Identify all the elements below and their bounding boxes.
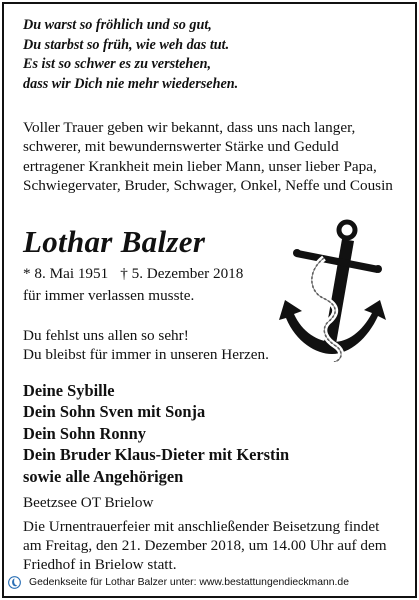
intro-text: Voller Trauer geben wir bekannt, dass uns nach langer, schwerer, mit bewundernswerter Stärke und Geduld ertragener Krankheit mein lieber Mann, unser lieber Papa, Schwiegervater, Bruder, Schwager, Onkel, Neffe und Cousin [23, 119, 393, 195]
memorial-page-icon [8, 576, 21, 589]
place: Beetzsee OT Brielow [23, 494, 154, 511]
family-member: Deine Sybille [23, 381, 115, 400]
ceremony-text: Die Urnentrauerfeier mit anschließender Beisetzung findet am Freitag, den 21. Dezember 2018, um 14.00 Uhr auf dem Friedhof in Brielow statt. [23, 518, 387, 574]
poem [23, 16, 238, 94]
anchor-with-rope-icon [276, 212, 386, 362]
quote-line: Du bleibst für immer in unseren Herzen. [23, 346, 269, 364]
family-member: Dein Sohn Sven mit Sonja [23, 402, 206, 422]
death-date: † 5. Dezember 2018 [120, 265, 244, 282]
family-member: Dein Sohn Ronny [23, 423, 146, 443]
footer-link[interactable]: Gedenkseite für Lothar Balzer unter: www.bestattungendieckmann.de [29, 576, 349, 588]
poem-line: Du warst so fröhlich und so gut, [23, 17, 212, 33]
life-dates [23, 264, 243, 283]
family-member: sowie alle Angehörigen [23, 466, 184, 486]
poem-line: dass wir Dich nie mehr wiedersehen. [23, 75, 239, 92]
poem-line: Es ist so schwer es zu verstehen, [23, 56, 212, 73]
family-list [23, 380, 289, 487]
poem-line: Du starbst so früh, wie weh das tut. [23, 36, 230, 53]
quote [23, 326, 269, 364]
birth-date: * 8. Mai 1951 [23, 265, 109, 282]
quote-line: Du fehlst uns allen so sehr! [23, 327, 189, 344]
footer [8, 573, 349, 591]
deceased-name: Lothar Balzer [23, 224, 206, 259]
family-member: Dein Bruder Klaus-Dieter mit Kerstin [23, 445, 290, 465]
passed-text: für immer verlassen musste. [23, 287, 195, 304]
